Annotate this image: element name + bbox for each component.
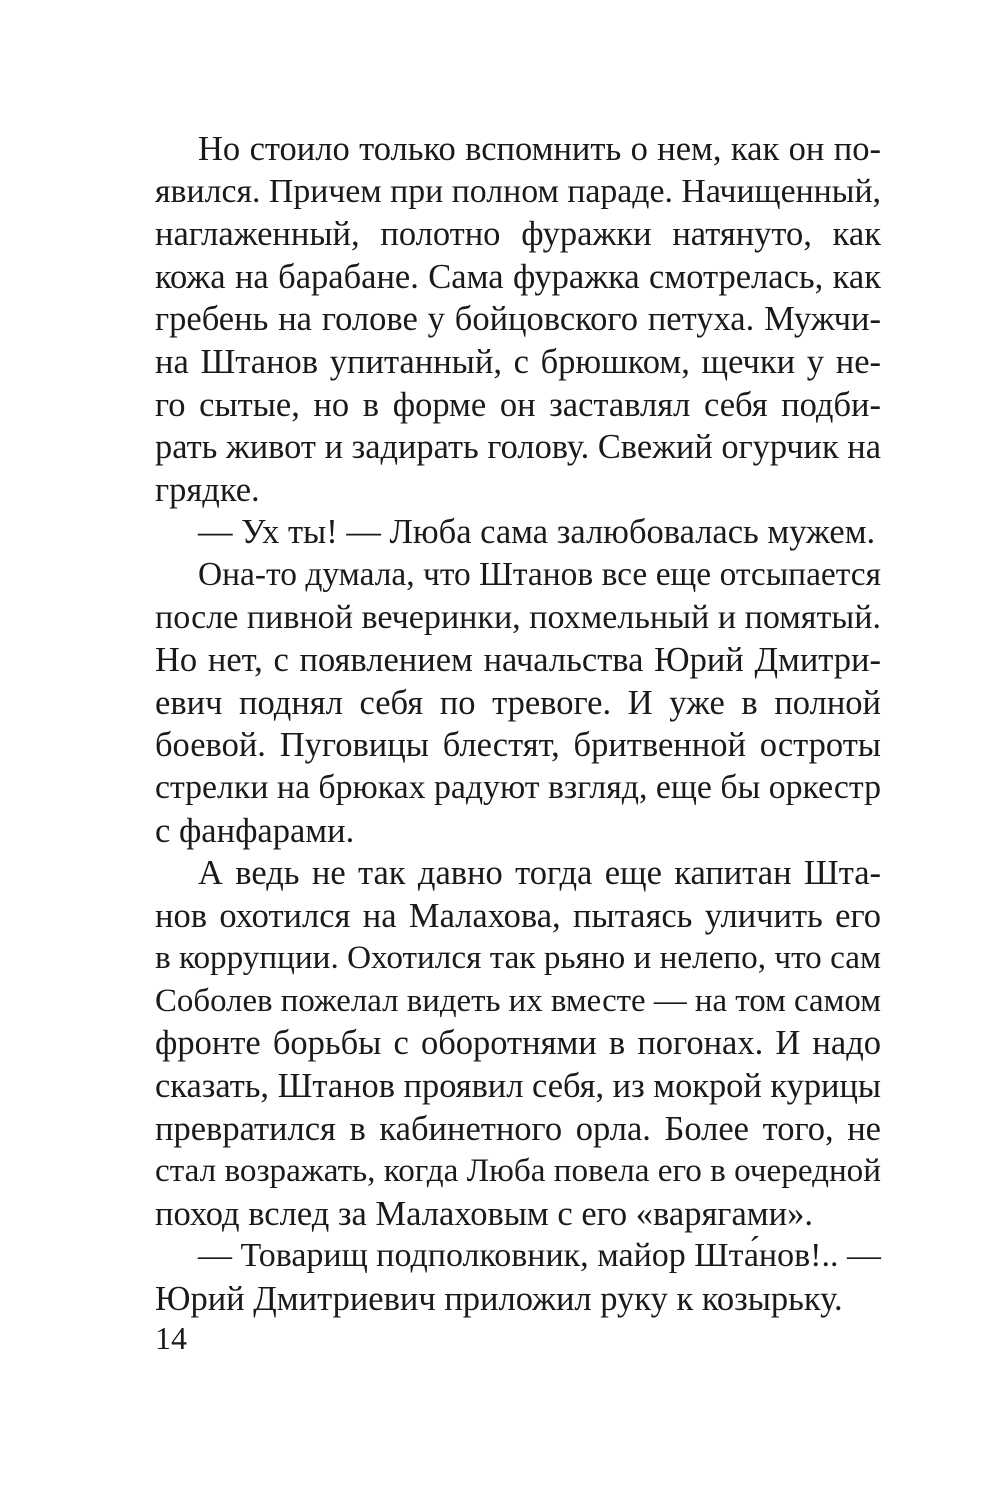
text-line: А ведь не так давно тогда еще капитан Шта-: [198, 854, 881, 893]
text-line: Юрий Дмитриевич приложил руку к козырьку.: [155, 1280, 843, 1319]
text-line: явился. Причем при полном параде. Начищенный,: [155, 172, 881, 210]
text-line: гребень на голове у бойцовского петуха. Мужчи-: [155, 300, 881, 339]
text-line: стрелки на брюках радуют взгляд, еще бы оркестр: [155, 768, 881, 806]
text-line: на Штанов упитанный, с брюшком, щечки у не-: [155, 342, 881, 381]
text-line: Соболев пожелал видеть их вместе — на том самом: [155, 982, 881, 1019]
text-line: сказать, Штанов проявил себя, из мокрой курицы: [155, 1067, 881, 1106]
text-line: наглаженный, полотно фуражки натянуто, как: [155, 215, 881, 254]
text-line: превратился в кабинетного орла. Более того, не: [155, 1109, 881, 1148]
paragraph: [155, 554, 881, 852]
text-line: грядке.: [155, 470, 260, 509]
text-line: стал возражать, когда Люба повела его в очередной: [155, 1152, 881, 1190]
text-line: в коррупции. Охотился так рьяно и нелепо, что сам: [155, 939, 881, 977]
page-number: 14: [155, 1320, 187, 1356]
text-line: Но нет, с появлением начальства Юрий Дмитри-: [155, 641, 881, 680]
text-line: фронте борьбы с оборотнями в погонах. И надо: [155, 1024, 881, 1063]
text-line: Но стоило только вспомнить о нем, как он по-: [198, 130, 881, 168]
paragraph: [155, 128, 881, 511]
text-line: после пивной вечеринки, похмельный и помятый.: [155, 598, 881, 636]
text-line: кожа на барабане. Сама фуражка смотрелась, как: [155, 257, 881, 296]
text-line: боевой. Пуговицы блестят, бритвенной остроты: [155, 726, 881, 765]
text-line: евич поднял себя по тревоге. И уже в полной: [155, 683, 881, 722]
page-body: [155, 128, 881, 1321]
text-line: с фанфарами.: [155, 811, 355, 850]
text-line: — Ух ты! — Люба сама залюбовалась мужем.: [198, 513, 876, 552]
text-line: рать живот и задирать голову. Свежий огурчик на: [155, 428, 881, 467]
text-line: го сытые, но в форме он заставлял себя подби-: [155, 385, 881, 424]
text-line: — Товарищ подполковник, майор Шта́нов!.. —: [198, 1237, 881, 1275]
text-line: Она-то думала, что Штанов все еще отсыпается: [198, 555, 881, 593]
paragraph: [155, 511, 881, 554]
paragraph: [155, 1235, 881, 1320]
text-line: нов охотился на Малахова, пытаясь уличить его: [155, 896, 881, 935]
text-line: поход вслед за Малаховым с его «варягами».: [155, 1194, 813, 1233]
paragraph: [155, 852, 881, 1235]
